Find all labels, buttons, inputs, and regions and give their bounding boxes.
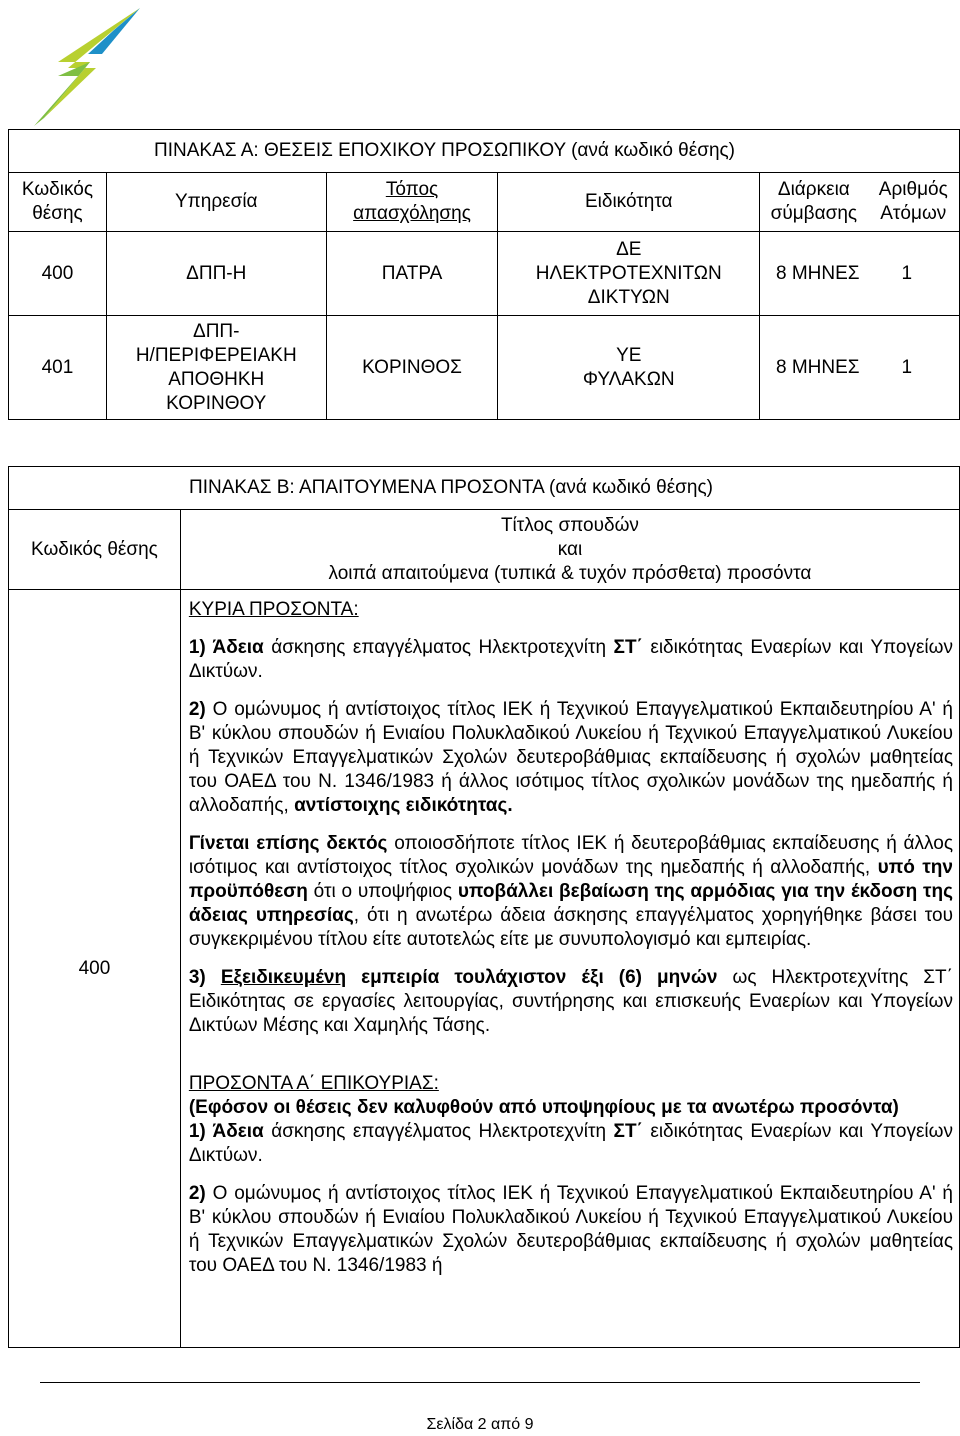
page-number: Σελίδα 2 από 9 [426,1416,534,1433]
header-duration: Διάρκεια σύμβασης [760,173,868,232]
row-count: 1 [868,316,960,420]
header-qualifications: Τίτλος σπουδών και λοιπά απαιτούμενα (τυπικά & τυχόν πρόσθετα) προσόντα [180,510,959,590]
header-service: Υπηρεσία [106,173,326,232]
row-code: 400 [9,590,181,1348]
row-location: ΚΟΡΙΝΘΟΣ [326,316,498,420]
row-location: ΠΑΤΡΑ [326,232,498,316]
table-b-header [9,510,960,590]
header-code: Κωδικός θέσης [9,510,181,590]
table-row [9,316,960,420]
row-count: 1 [868,232,960,316]
qualifications-text [180,590,959,1348]
row-code: 400 [9,232,107,316]
qualification-item-1: 1) Άδεια άσκησης επαγγέλματος Ηλεκτροτεχνίτη ΣΤ΄ ειδικότητας Εναερίων και Υπογείων Δικτύων. [188,637,953,682]
main-qualifications-heading: ΚΥΡΙΑ ΠΡΟΣΟΝΤΑ: [188,599,359,620]
table-a-header [9,173,960,232]
table-row [9,590,960,1348]
row-code: 401 [9,316,107,420]
header-specialty: Ειδικότητα [498,173,760,232]
qualification-item-2: 2) Ο ομώνυμος ή αντίστοιχος τίτλος ΙΕΚ ή Τεχνικού Επαγγελματικού Εκπαιδευτηρίου Α' ή Β' κύκλου σπουδών ή Ενιαίου Πολυκλαδικού Λυκείου ή Τεχνικού Επαγγελματικού Λυκείου ή Τεχνικών Επαγγελματικών Σχολών δευτεροβάθμιας εκπαίδευσης ή σχολών μαθητείας του ΟΑΕΔ του Ν. 1346/1983 ή άλλος ισότιμος τίτλος σχολικών μονάδων της ημεδαπής ή αλλοδαπής, αντίστοιχης ειδικότητας. [188,699,953,816]
header-code: Κωδικός θέσης [9,173,107,232]
table-b-title: ΠΙΝΑΚΑΣ Β: ΑΠΑΙΤΟΥΜΕΝΑ ΠΡΟΣΟΝΤΑ (ανά κωδικό θέσης) [9,467,960,510]
aux-qualification-item-1: 1) Άδεια άσκησης επαγγέλματος Ηλεκτροτεχνίτη ΣΤ΄ ειδικότητας Εναερίων και Υπογείων Δικτύων. [188,1121,953,1166]
row-specialty: ΔΕ ΗΛΕΚΤΡΟΤΕΧΝΙΤΩΝ ΔΙΚΤΥΩΝ [498,232,760,316]
row-duration: 8 ΜΗΝΕΣ [760,316,868,420]
qualification-item-3: 3) Εξειδικευμένη εμπειρία τουλάχιστον έξι (6) μηνών ως Ηλεκτροτεχνίτης ΣΤ΄ Ειδικότητας σε εργασίες λειτουργίας, συντήρησης και επισκευής Εναερίων και Υπογείων Δικτύων Μέσης και Χαμηλής Τάσης. [188,967,953,1036]
lightning-logo-icon [18,6,148,130]
header-location: Τόπος απασχόλησης [326,173,498,232]
row-duration: 8 ΜΗΝΕΣ [760,232,868,316]
table-row [9,232,960,316]
row-specialty: ΥΕ ΦΥΛΑΚΩΝ [498,316,760,420]
row-service: ΔΠΠ- Η/ΠΕΡΙΦΕΡΕΙΑΚΗ ΑΠΟΘΗΚΗ ΚΟΡΙΝΘΟΥ [106,316,326,420]
table-a [8,129,960,420]
aux-qualifications-note: (Εφόσον οι θέσεις δεν καλυφθούν από υποψηφίους με τα ανωτέρω προσόντα) [188,1097,899,1118]
header-count: Αριθμός Ατόμων [868,173,960,232]
aux-qualifications-heading: ΠΡΟΣΟΝΤΑ Α΄ ΕΠΙΚΟΥΡΙΑΣ: [188,1073,439,1094]
table-b [8,466,960,1348]
aux-qualification-item-2: 2) Ο ομώνυμος ή αντίστοιχος τίτλος ΙΕΚ ή Τεχνικού Επαγγελματικού Εκπαιδευτηρίου Α' ή Β' κύκλου σπουδών ή Ενιαίου Πολυκλαδικού Λυκείου ή Τεχνικού Επαγγελματικού Λυκείου ή Τεχνικών Επαγγελματικών Σχολών δευτεροβάθμιας εκπαίδευσης ή σχολών μαθητείας του ΟΑΕΔ του Ν. 1346/1983 ή [188,1183,953,1276]
row-service: ΔΠΠ-Η [106,232,326,316]
qualification-accepted: Γίνεται επίσης δεκτός οποιοσδήποτε τίτλος ΙΕΚ ή δευτεροβάθμιας εκπαίδευσης ή άλλος ισότιμος και αντίστοιχος τίτλος σχολικών μονάδων της ημεδαπής ή αλλοδαπής, υπό την προϋπόθεση ότι ο υποψήφιος υποβάλλει βεβαίωση της αρμόδιας για την έκδοση της άδειας υπηρεσίας, ότι η ανωτέρω άδεια άσκησης επαγγέλματος χορηγήθηκε βάσει του συγκεκριμένου τίτλου είτε αυτοτελώς είτε με συνυπολογισμό και εμπειρίας. [188,833,953,950]
footer-divider [40,1382,920,1383]
table-a-title: ΠΙΝΑΚΑΣ Α: ΘΕΣΕΙΣ ΕΠΟΧΙΚΟΥ ΠΡΟΣΩΠΙΚΟΥ (ανά κωδικό θέσης) [9,130,960,173]
